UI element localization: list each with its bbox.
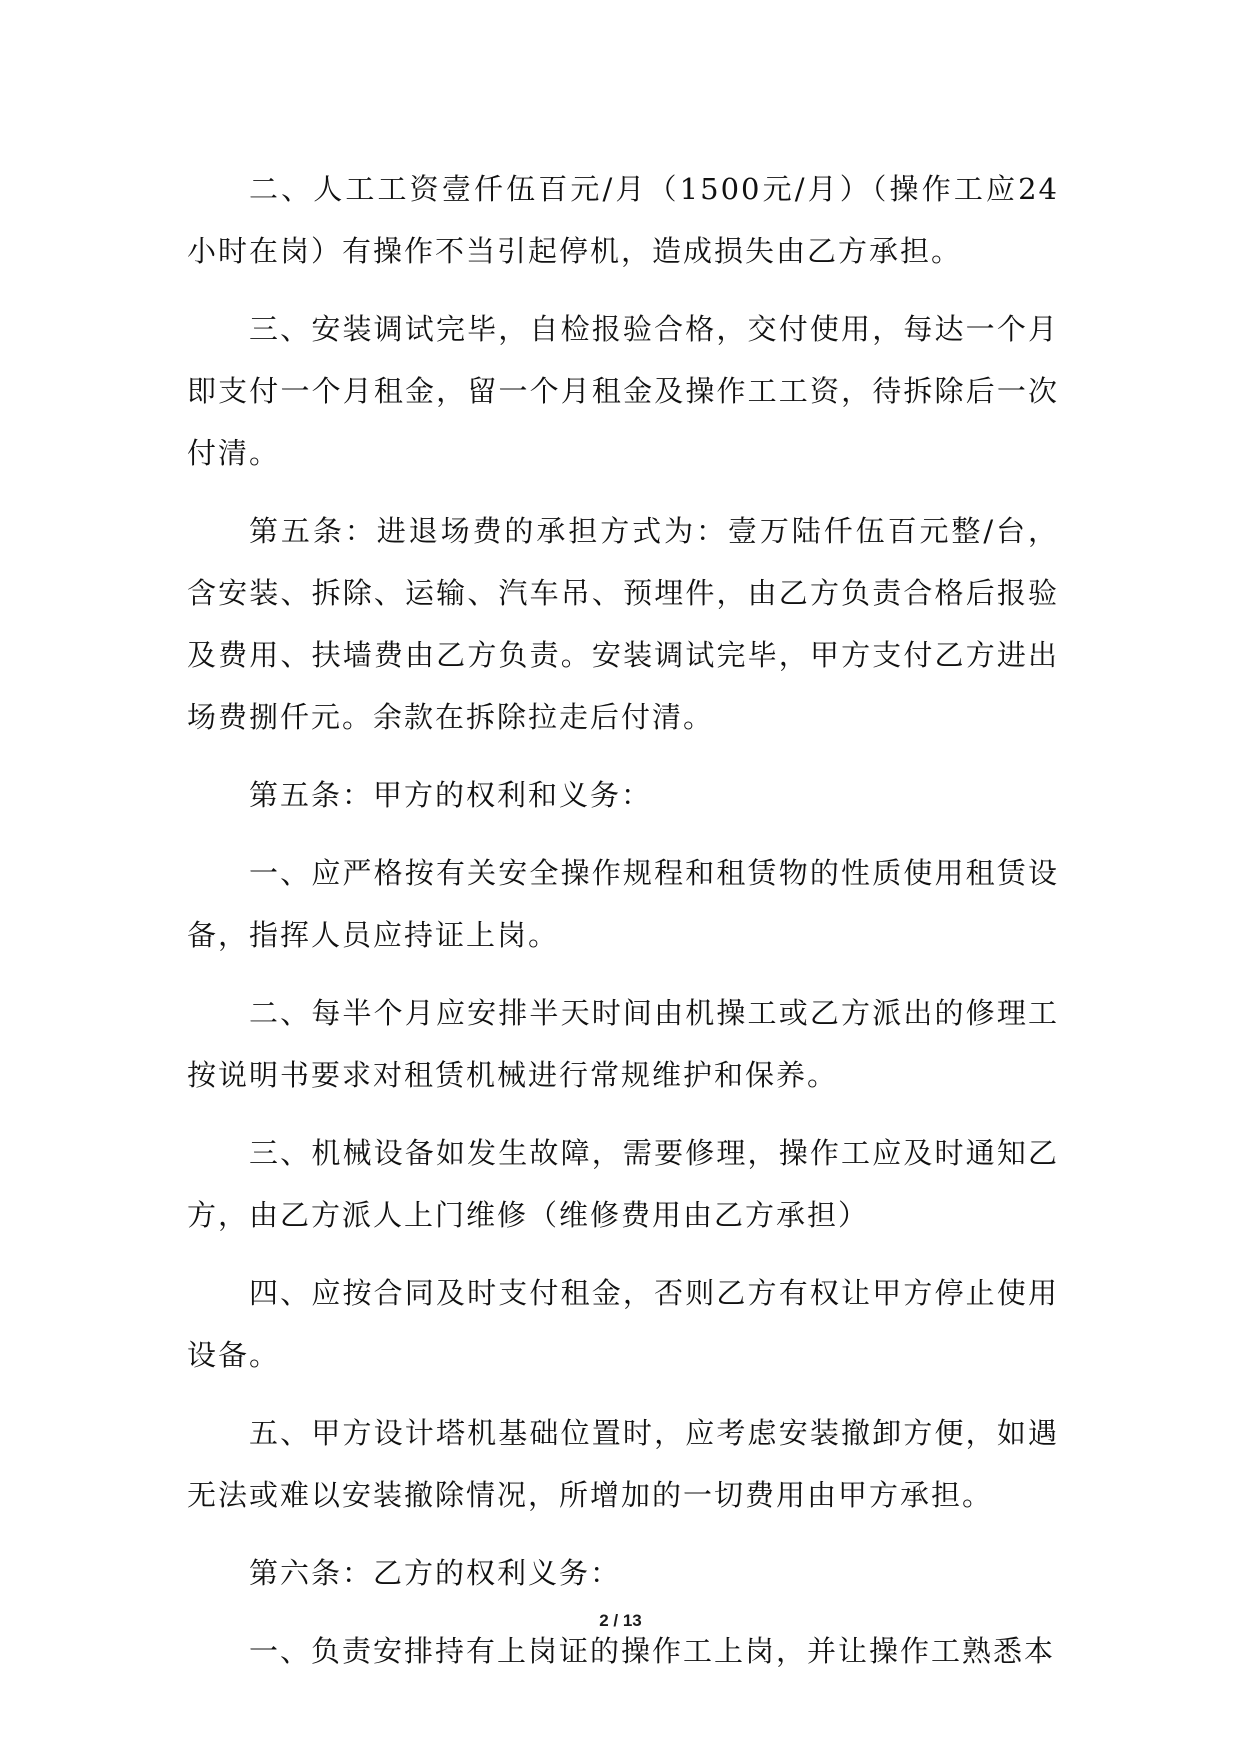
- paragraph-repair: 三、机械设备如发生故障，需要修理，操作工应及时通知乙方，由乙方派人上门维修（维修费用由乙方承担）: [187, 1136, 1059, 1232]
- paragraph-entry-exit-fee: 第五条：进退场费的承担方式为：壹万陆仟伍百元整/台，含安装、拆除、运输、汽车吊、预埋件，由乙方负责合格后报验及费用、扶墙费由乙方负责。安装调试完毕，甲方支付乙方进出场费捌仟元。余款在拆除拉走后付清。: [187, 514, 1059, 734]
- paragraph-operator-assignment: 一、负责安排持有上岗证的操作工上岗，并让操作工熟悉本: [249, 1634, 1056, 1668]
- paragraph-party-a-rights-heading: 第五条：甲方的权利和义务：: [249, 778, 653, 812]
- document-body: [187, 158, 1059, 1698]
- page-number: 2 / 13: [599, 1611, 642, 1630]
- paragraph-rent-payment: 四、应按合同及时支付租金，否则乙方有权让甲方停止使用设备。: [187, 1276, 1059, 1372]
- paragraph-maintenance: 二、每半个月应安排半天时间由机操工或乙方派出的修理工按说明书要求对租赁机械进行常规维护和保养。: [187, 996, 1059, 1092]
- paragraph-party-b-rights-heading: 第六条：乙方的权利义务：: [249, 1556, 622, 1590]
- paragraph-wage: 二、人工工资壹仟伍百元/月（1500元/月）（操作工应24小时在岗）有操作不当引起停机，造成损失由乙方承担。: [187, 172, 1059, 268]
- paragraph-foundation-position: 五、甲方设计塔机基础位置时，应考虑安装撤卸方便，如遇无法或难以安装撤除情况，所增加的一切费用由甲方承担。: [187, 1416, 1059, 1512]
- paragraph-safe-operation: 一、应严格按有关安全操作规程和租赁物的性质使用租赁设备，指挥人员应持证上岗。: [187, 856, 1059, 952]
- paragraph-payment-schedule: 三、安装调试完毕，自检报验合格，交付使用，每达一个月即支付一个月租金，留一个月租金及操作工工资，待拆除后一次付清。: [187, 312, 1059, 470]
